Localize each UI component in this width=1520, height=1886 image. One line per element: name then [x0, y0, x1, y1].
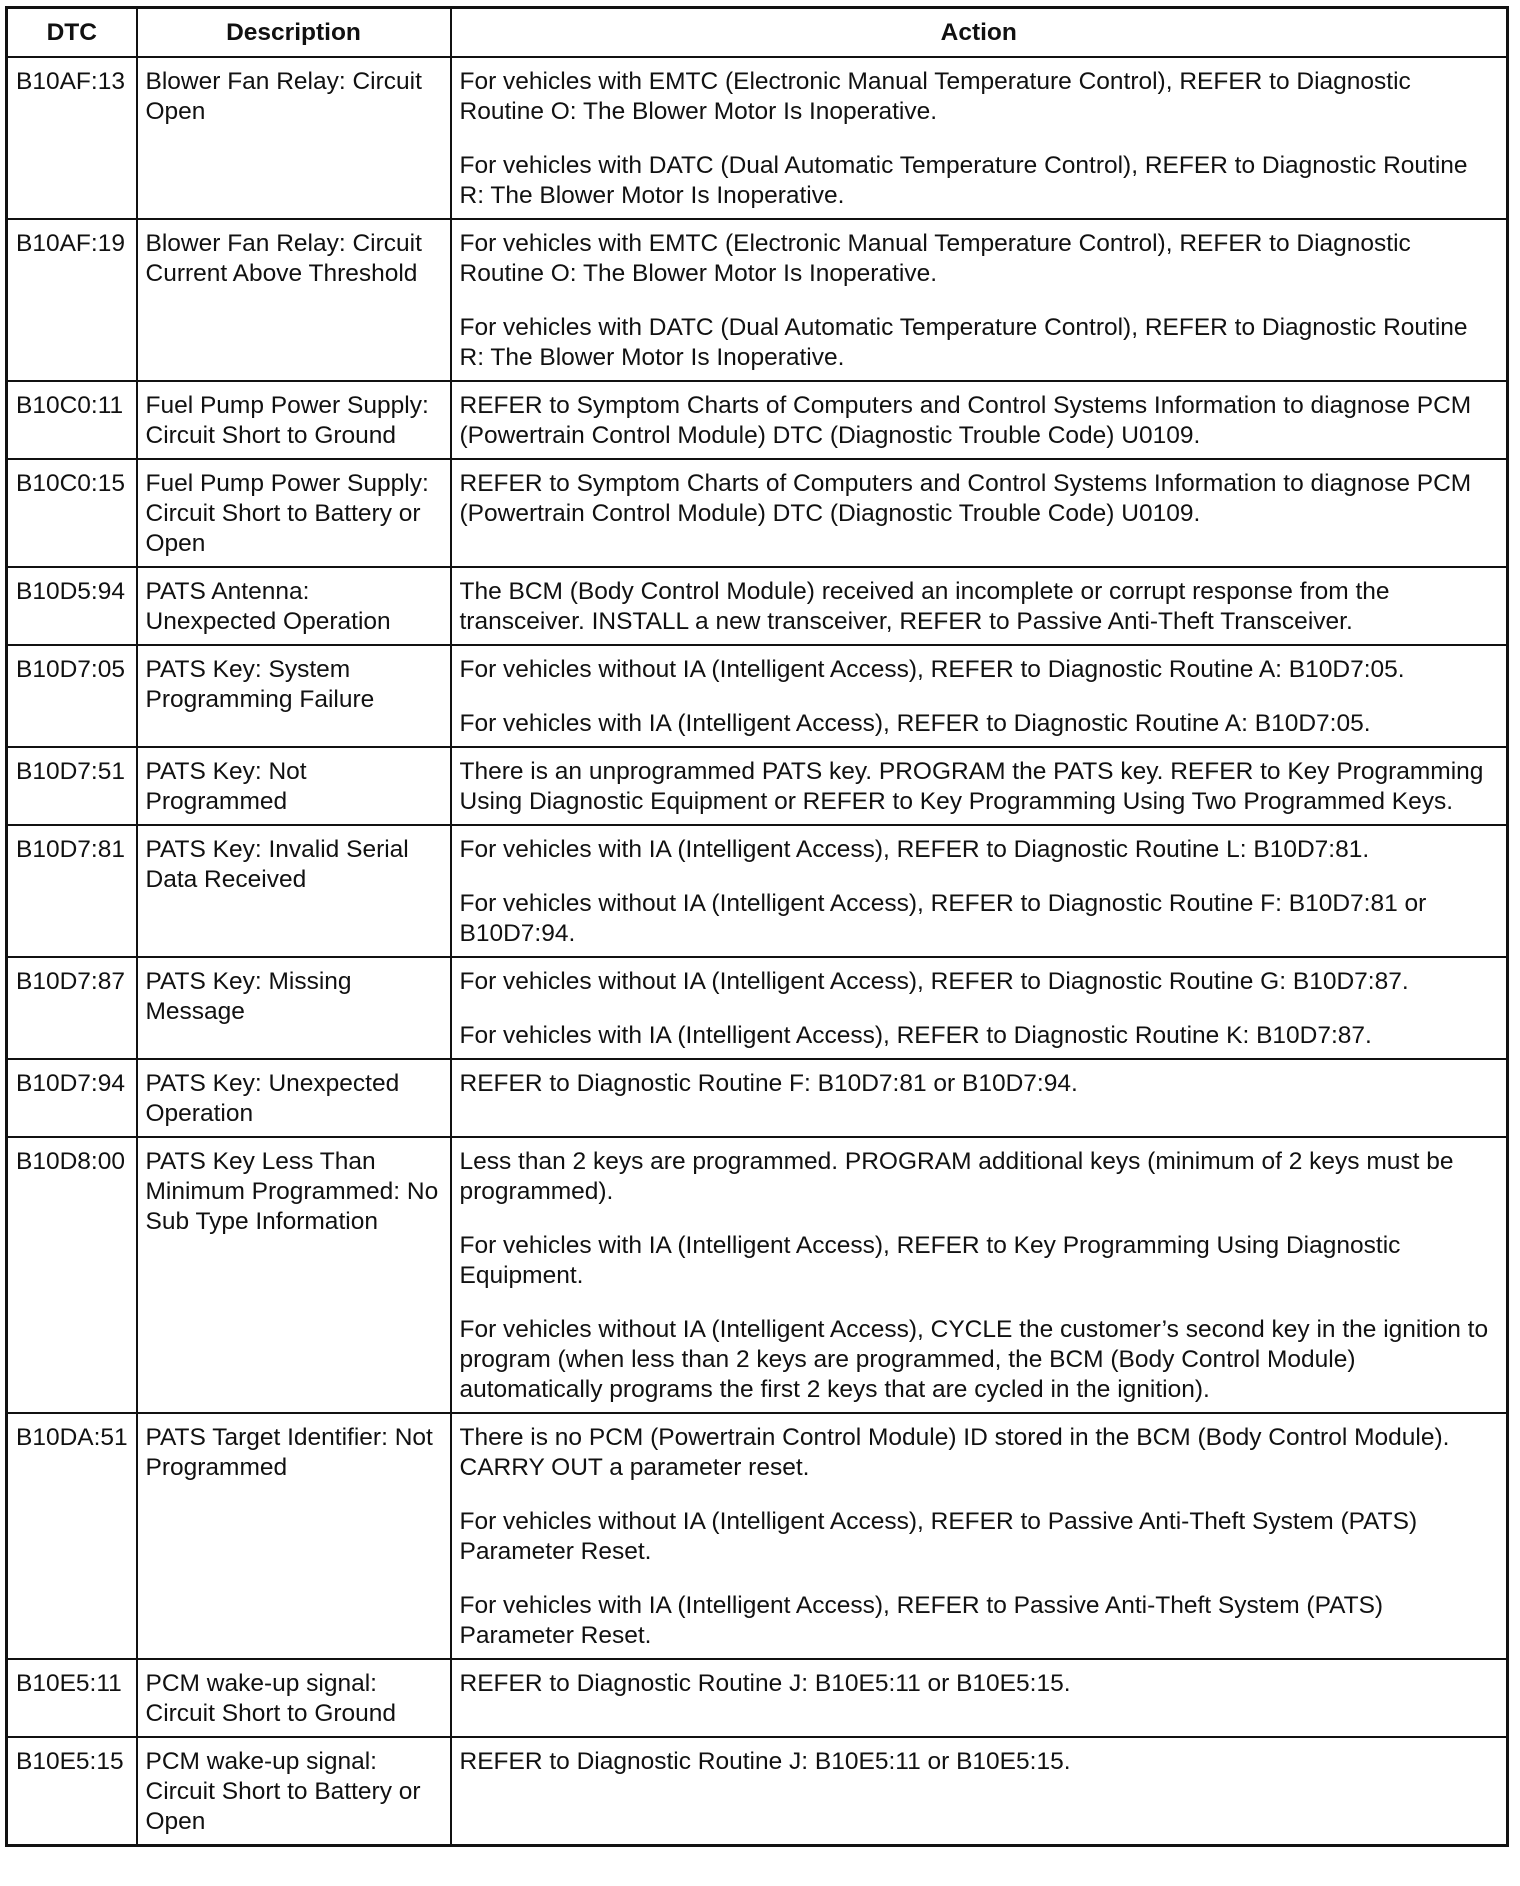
description-cell: Blower Fan Relay: Circuit Open [137, 57, 451, 219]
dtc-table [5, 6, 1509, 1847]
action-paragraph: For vehicles with IA (Intelligent Access), REFER to Diagnostic Routine A: B10D7:05. [459, 710, 1371, 737]
dtc-code-cell: B10D7:51 [7, 747, 137, 825]
action-paragraph: For vehicles with EMTC (Electronic Manual Temperature Control), REFER to Diagnostic Routine O: The Blower Motor Is Inoperative. [459, 230, 1411, 287]
action-cell [451, 57, 1508, 219]
table-row [7, 567, 1508, 645]
action-cell [451, 1137, 1508, 1413]
action-cell [451, 825, 1508, 957]
action-paragraph: For vehicles with DATC (Dual Automatic Temperature Control), REFER to Diagnostic Routine R: The Blower Motor Is Inoperative. [459, 314, 1468, 371]
action-cell [451, 1737, 1508, 1846]
description-cell: PATS Key: Unexpected Operation [137, 1059, 451, 1137]
dtc-code-cell: B10C0:11 [7, 381, 137, 459]
action-cell [451, 459, 1508, 567]
description-cell: PATS Key Less Than Minimum Programmed: No Sub Type Information [137, 1137, 451, 1413]
table-row [7, 219, 1508, 381]
table-row [7, 1737, 1508, 1846]
description-cell: PATS Antenna: Unexpected Operation [137, 567, 451, 645]
dtc-code-cell: B10D5:94 [7, 567, 137, 645]
description-cell: PATS Key: System Programming Failure [137, 645, 451, 747]
action-cell [451, 1059, 1508, 1137]
action-paragraph: For vehicles without IA (Intelligent Access), CYCLE the customer’s second key in the ignition to program (when less than 2 keys are programmed, the BCM (Body Control Module) automatically programs the first 2 keys that are cycled in the ignition). [459, 1316, 1489, 1403]
table-row [7, 1137, 1508, 1413]
description-cell: Fuel Pump Power Supply: Circuit Short to Ground [137, 381, 451, 459]
dtc-code-cell: B10D8:00 [7, 1137, 137, 1413]
description-cell: PATS Target Identifier: Not Programmed [137, 1413, 451, 1659]
dtc-code-cell: B10D7:94 [7, 1059, 137, 1137]
action-cell [451, 567, 1508, 645]
action-cell [451, 219, 1508, 381]
action-paragraph: There is an unprogrammed PATS key. PROGRAM the PATS key. REFER to Key Programming Using Diagnostic Equipment or REFER to Key Programming Using Two Programmed Keys. [459, 758, 1484, 815]
action-cell [451, 1413, 1508, 1659]
action-paragraph: For vehicles with IA (Intelligent Access), REFER to Diagnostic Routine K: B10D7:87. [459, 1022, 1372, 1049]
action-paragraph: For vehicles without IA (Intelligent Access), REFER to Diagnostic Routine G: B10D7:87. [459, 968, 1409, 995]
dtc-code-cell: B10E5:11 [7, 1659, 137, 1737]
column-header-dtc: DTC [7, 8, 137, 58]
dtc-code-cell: B10D7:05 [7, 645, 137, 747]
table-row [7, 1413, 1508, 1659]
description-cell: Fuel Pump Power Supply: Circuit Short to Battery or Open [137, 459, 451, 567]
action-paragraph: For vehicles without IA (Intelligent Access), REFER to Diagnostic Routine F: B10D7:81 or B10D7:94. [459, 890, 1427, 947]
description-cell: PCM wake-up signal: Circuit Short to Ground [137, 1659, 451, 1737]
table-row [7, 57, 1508, 219]
action-cell [451, 957, 1508, 1059]
action-paragraph: For vehicles with EMTC (Electronic Manual Temperature Control), REFER to Diagnostic Routine O: The Blower Motor Is Inoperative. [459, 68, 1411, 125]
table-row [7, 1659, 1508, 1737]
dtc-code-cell: B10AF:13 [7, 57, 137, 219]
action-cell [451, 747, 1508, 825]
description-cell: Blower Fan Relay: Circuit Current Above Threshold [137, 219, 451, 381]
action-cell [451, 1659, 1508, 1737]
dtc-code-cell: B10DA:51 [7, 1413, 137, 1659]
action-paragraph: For vehicles with DATC (Dual Automatic Temperature Control), REFER to Diagnostic Routine R: The Blower Motor Is Inoperative. [459, 152, 1468, 209]
action-paragraph: REFER to Symptom Charts of Computers and Control Systems Information to diagnose PCM (Powertrain Control Module) DTC (Diagnostic Trouble Code) U0109. [459, 470, 1472, 527]
action-cell [451, 381, 1508, 459]
action-paragraph: For vehicles with IA (Intelligent Access), REFER to Passive Anti-Theft System (PATS) Parameter Reset. [459, 1592, 1384, 1649]
description-cell: PATS Key: Invalid Serial Data Received [137, 825, 451, 957]
column-header-action: Action [451, 8, 1508, 58]
table-row [7, 747, 1508, 825]
table-row [7, 459, 1508, 567]
table-row [7, 957, 1508, 1059]
column-header-description: Description [137, 8, 451, 58]
dtc-code-cell: B10D7:87 [7, 957, 137, 1059]
action-paragraph: There is no PCM (Powertrain Control Module) ID stored in the BCM (Body Control Module). CARRY OUT a parameter reset. [459, 1424, 1450, 1481]
action-paragraph: For vehicles without IA (Intelligent Access), REFER to Diagnostic Routine A: B10D7:05. [459, 656, 1405, 683]
action-cell [451, 645, 1508, 747]
table-body [7, 57, 1508, 1846]
action-paragraph: REFER to Symptom Charts of Computers and Control Systems Information to diagnose PCM (Powertrain Control Module) DTC (Diagnostic Trouble Code) U0109. [459, 392, 1472, 449]
dtc-code-cell: B10C0:15 [7, 459, 137, 567]
description-cell: PCM wake-up signal: Circuit Short to Battery or Open [137, 1737, 451, 1846]
action-paragraph: REFER to Diagnostic Routine J: B10E5:11 or B10E5:15. [459, 1670, 1071, 1697]
dtc-code-cell: B10E5:15 [7, 1737, 137, 1846]
action-paragraph: For vehicles with IA (Intelligent Access), REFER to Key Programming Using Diagnostic Equipment. [459, 1232, 1401, 1289]
table-row [7, 825, 1508, 957]
action-paragraph: Less than 2 keys are programmed. PROGRAM additional keys (minimum of 2 keys must be programmed). [459, 1148, 1454, 1205]
table-row [7, 1059, 1508, 1137]
action-paragraph: For vehicles with IA (Intelligent Access), REFER to Diagnostic Routine L: B10D7:81. [459, 836, 1370, 863]
dtc-code-cell: B10AF:19 [7, 219, 137, 381]
dtc-table-wrapper [5, 6, 1509, 1847]
dtc-code-cell: B10D7:81 [7, 825, 137, 957]
action-paragraph: The BCM (Body Control Module) received an incomplete or corrupt response from the transceiver. INSTALL a new transceiver, REFER to Passive Anti-Theft Transceiver. [459, 578, 1390, 635]
description-cell: PATS Key: Not Programmed [137, 747, 451, 825]
table-row [7, 381, 1508, 459]
table-header-row [7, 8, 1508, 58]
table-row [7, 645, 1508, 747]
action-paragraph: REFER to Diagnostic Routine J: B10E5:11 or B10E5:15. [459, 1748, 1071, 1775]
description-cell: PATS Key: Missing Message [137, 957, 451, 1059]
action-paragraph: For vehicles without IA (Intelligent Access), REFER to Passive Anti-Theft System (PATS) Parameter Reset. [459, 1508, 1418, 1565]
action-paragraph: REFER to Diagnostic Routine F: B10D7:81 or B10D7:94. [459, 1070, 1078, 1097]
